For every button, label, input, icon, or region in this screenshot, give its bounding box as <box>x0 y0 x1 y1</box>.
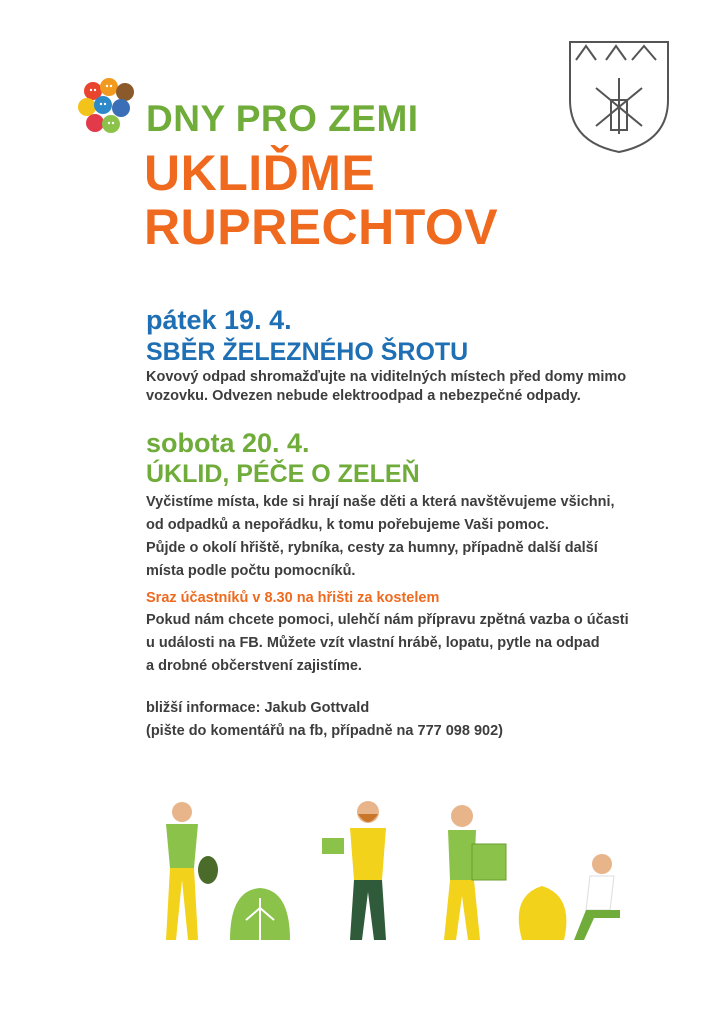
text-line: místa podle počtu pomocníků. <box>146 563 356 579</box>
text-line: Kovový odpad shromažďujte na viditelných místech před domy mimo <box>146 369 627 385</box>
text-line: Vyčistíme místa, kde si hrají naše děti a která navštěvujeme všichni, <box>146 494 615 510</box>
volunteer-figure <box>444 805 506 940</box>
village-coat-of-arms-icon <box>566 38 672 156</box>
text-line: a drobné občerstvení zajistíme. <box>146 658 362 674</box>
saturday-heading: ÚKLID, PÉČE O ZELEŇ <box>146 460 420 488</box>
event-subtitle: DNY PRO ZEMI <box>146 98 419 139</box>
text-line: u události na FB. Můžete vzít vlastní hrábě, lopatu, pytle na odpad <box>146 635 600 651</box>
saturday-description <box>146 491 666 583</box>
event-title-line1: UKLIĎME <box>144 145 376 201</box>
text-line: vozovku. Odvezen nebude elektroodpad a nebezpečné odpady. <box>146 388 581 404</box>
meeting-point: Sraz účastníků v 8.30 na hřišti za kostelem <box>146 590 440 606</box>
text-line: Pokud nám chcete pomoci, ulehčí nám přípravu zpětná vazba o účasti <box>146 612 629 628</box>
text-line: bližší informace: Jakub Gottvald <box>146 700 370 716</box>
text-line: Půjde o okolí hřiště, rybníka, cesty za humny, případně další další <box>146 540 598 556</box>
saturday-date: sobota 20. 4. <box>146 428 310 458</box>
contact-info <box>146 697 666 743</box>
text-line: od odpadků a nepořádku, k tomu pořebujeme Vaši pomoc. <box>146 517 549 533</box>
volunteer-figure <box>166 802 218 940</box>
event-title-line2: RUPRECHTOV <box>144 199 499 255</box>
friday-heading: SBĚR ŽELEZNÉHO ŠROTU <box>146 338 469 366</box>
help-info <box>146 609 666 678</box>
bush <box>230 888 290 940</box>
volunteer-figure <box>519 854 620 940</box>
text-line: (pište do komentářů na fb, případně na 777 098 902) <box>146 723 503 739</box>
volunteer-figure <box>322 801 386 940</box>
friday-description <box>146 368 666 406</box>
friday-date: pátek 19. 4. <box>146 305 292 335</box>
earth-day-faces-icon <box>76 78 138 140</box>
volunteers-cleaning-illustration <box>150 800 650 960</box>
